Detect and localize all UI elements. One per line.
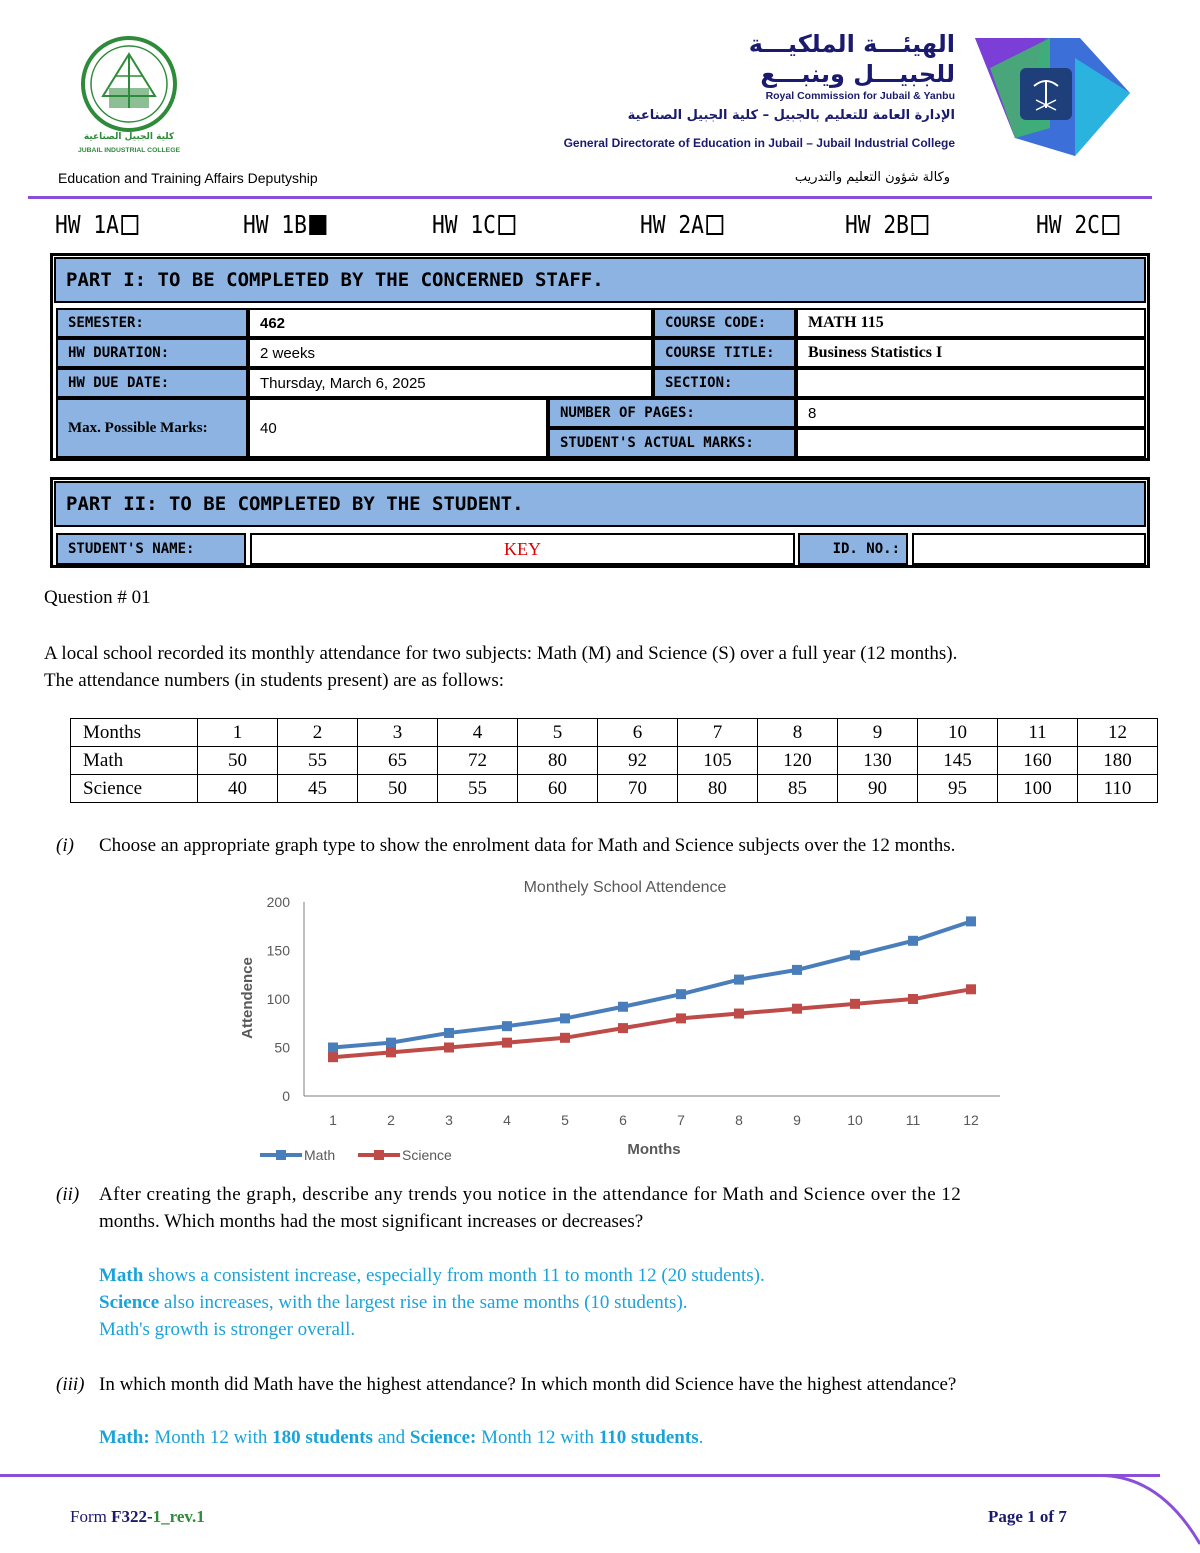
rc-english-name: Royal Commission for Jubail & Yanbu: [765, 90, 955, 102]
answer-ii-line3: Math's growth is stronger overall.: [99, 1319, 356, 1340]
y-tick-label: 0: [282, 1088, 290, 1104]
due-date-value: Thursday, March 6, 2025: [248, 368, 653, 398]
table-cell: 12: [1078, 719, 1158, 747]
directorate-english: General Directorate of Education in Jubail – Jubail Industrial College: [563, 136, 955, 150]
table-cell: 55: [438, 775, 518, 803]
science-data-point: [560, 1033, 570, 1043]
hw-option-2c[interactable]: [1036, 210, 1120, 239]
rc-arabic-line1: الهيئـــة الملكيـــة: [748, 30, 955, 58]
hw-checkbox-checked[interactable]: [310, 215, 327, 235]
x-tick-label: 6: [619, 1112, 627, 1128]
part-one-title: PART I: TO BE COMPLETED BY THE CONCERNED STAFF.: [54, 257, 1146, 303]
table-cell: Math: [71, 747, 198, 775]
hw-option-1b[interactable]: [243, 210, 327, 239]
answer-text: Month 12 with: [476, 1427, 599, 1448]
table-cell: 105: [678, 747, 758, 775]
table-cell: Months: [71, 719, 198, 747]
max-marks-value: 40: [248, 398, 548, 458]
table-cell: 145: [918, 747, 998, 775]
hw-option-2a[interactable]: [640, 210, 724, 239]
x-tick-label: 5: [561, 1112, 569, 1128]
science-data-point: [502, 1038, 512, 1048]
part-two-title: PART II: TO BE COMPLETED BY THE STUDENT.: [54, 481, 1146, 527]
deputyship-english: Education and Training Affairs Deputyship: [58, 170, 318, 186]
table-cell: 10: [918, 719, 998, 747]
part-ii-line2: months. Which months had the most significant increases or decreases?: [99, 1211, 644, 1232]
duration-label: HW DURATION:: [56, 338, 248, 368]
math-data-point: [792, 965, 802, 975]
science-data-point: [792, 1004, 802, 1014]
answer-ii-line2: [99, 1289, 688, 1316]
x-tick-label: 4: [503, 1112, 511, 1128]
part-one-table: [50, 253, 1150, 461]
part-iii-number: (iii): [56, 1374, 85, 1395]
footer-divider: [0, 1474, 1160, 1477]
answer-text: shows a consistent increase, especially from month 11 to month 12 (20 students).: [143, 1265, 765, 1286]
royal-commission-logo: [975, 38, 1135, 156]
id-label: ID. NO.:: [798, 533, 908, 565]
table-cell: 45: [278, 775, 358, 803]
answer-text: Month 12 with: [149, 1427, 273, 1448]
science-data-point: [328, 1052, 338, 1062]
table-cell: 40: [198, 775, 278, 803]
table-cell: 70: [598, 775, 678, 803]
id-value[interactable]: [912, 533, 1146, 565]
math-data-point: [386, 1038, 396, 1048]
hw-option-1c[interactable]: [432, 210, 516, 239]
table-cell: 7: [678, 719, 758, 747]
hw-option-1a[interactable]: [55, 210, 139, 239]
form-number: [70, 1507, 205, 1527]
question-intro-line2: The attendance numbers (in students present) are as follows:: [44, 670, 505, 691]
course-code-label: COURSE CODE:: [653, 308, 796, 338]
directorate-arabic: الإدارة العامة للتعليم بالجبيل – كلية الجبيل الصناعية: [627, 108, 955, 123]
table-row: [71, 775, 1158, 803]
hw-checkbox[interactable]: [499, 215, 516, 235]
science-data-point: [966, 984, 976, 994]
science-data-point: [386, 1047, 396, 1057]
actual-marks-label: STUDENT'S ACTUAL MARKS:: [548, 428, 796, 458]
duration-value: 2 weeks: [248, 338, 653, 368]
x-tick-label: 11: [905, 1112, 921, 1128]
y-tick-label: 50: [274, 1039, 290, 1056]
y-axis-label: Attendence: [239, 957, 256, 1039]
rc-arabic-line2: للجبيـــل وينبـــع: [760, 60, 955, 88]
student-name-value[interactable]: KEY: [250, 533, 795, 565]
science-data-point: [676, 1013, 686, 1023]
answer-emphasis: Science: [99, 1292, 160, 1313]
form-code: F322-: [111, 1507, 153, 1526]
table-cell: 6: [598, 719, 678, 747]
math-data-point: [618, 1002, 628, 1012]
table-cell: 95: [918, 775, 998, 803]
table-row: [71, 747, 1158, 775]
table-cell: Science: [71, 775, 198, 803]
chart-title: Monthely School Attendence: [523, 879, 727, 896]
answer-text: also increases, with the largest rise in the same months (10 students).: [159, 1292, 688, 1313]
max-marks-label: Max. Possible Marks:: [56, 398, 248, 458]
science-data-point: [850, 999, 860, 1009]
answer-emphasis: Math:: [99, 1427, 150, 1448]
science-data-point: [618, 1023, 628, 1033]
attendance-table: [70, 718, 1158, 803]
answer-emphasis: Math: [99, 1265, 144, 1286]
table-cell: 80: [518, 747, 598, 775]
x-tick-label: 10: [847, 1112, 863, 1128]
x-tick-label: 1: [329, 1112, 337, 1128]
science-data-point: [444, 1043, 454, 1053]
table-header-row: [71, 719, 1158, 747]
table-cell: 50: [358, 775, 438, 803]
part-i-number: (i): [56, 835, 74, 856]
table-cell: 3: [358, 719, 438, 747]
table-cell: 11: [998, 719, 1078, 747]
math-data-point: [502, 1021, 512, 1031]
hw-checkbox[interactable]: [1103, 215, 1120, 235]
hw-option-2b[interactable]: [845, 210, 929, 239]
pages-value: 8: [796, 398, 1146, 428]
y-tick-label: 100: [266, 991, 290, 1007]
table-cell: 65: [358, 747, 438, 775]
college-logo: [75, 36, 183, 156]
footer-curve: [1100, 1474, 1200, 1553]
math-data-point: [444, 1028, 454, 1038]
x-tick-label: 7: [677, 1112, 685, 1128]
math-data-point: [560, 1013, 570, 1023]
table-cell: 130: [838, 747, 918, 775]
hw-option-label: HW 2A: [640, 210, 704, 239]
semester-label: SEMESTER:: [56, 308, 248, 338]
part-two-table: [50, 477, 1150, 568]
question-intro-line1: A local school recorded its monthly attendance for two subjects: Math (M) and Science (S) over a full year (12 months).: [44, 643, 958, 664]
attendance-line-chart: [230, 868, 1020, 1168]
table-cell: 120: [758, 747, 838, 775]
table-cell: 2: [278, 719, 358, 747]
table-cell: 85: [758, 775, 838, 803]
table-cell: 5: [518, 719, 598, 747]
table-cell: 110: [1078, 775, 1158, 803]
section-label: SECTION:: [653, 368, 796, 398]
pages-label: NUMBER OF PAGES:: [548, 398, 796, 428]
header-divider: [28, 196, 1152, 199]
hw-checkbox[interactable]: [707, 215, 724, 235]
science-legend-label: Science: [402, 1147, 452, 1163]
form-revision: 1_rev.1: [152, 1507, 205, 1526]
x-tick-label: 2: [387, 1112, 395, 1128]
science-data-point: [908, 994, 918, 1004]
y-tick-label: 200: [266, 894, 290, 910]
table-cell: 180: [1078, 747, 1158, 775]
math-data-point: [908, 936, 918, 946]
student-name-label: STUDENT'S NAME:: [56, 533, 246, 565]
actual-marks-value[interactable]: [796, 428, 1146, 458]
hw-option-label: HW 2C: [1036, 210, 1100, 239]
due-date-label: HW DUE DATE:: [56, 368, 248, 398]
math-data-point: [328, 1043, 338, 1053]
answer-emphasis: 180 students: [272, 1427, 373, 1448]
table-cell: 160: [998, 747, 1078, 775]
svg-text:JUBAIL INDUSTRIAL COLLEGE: JUBAIL INDUSTRIAL COLLEGE: [77, 147, 181, 154]
math-legend-marker: [276, 1150, 286, 1160]
question-number: Question # 01: [44, 587, 151, 608]
form-prefix: Form: [70, 1507, 112, 1526]
answer-emphasis: Science:: [409, 1427, 477, 1448]
page-number: Page 1 of 7: [988, 1507, 1067, 1526]
part-ii-number: (ii): [56, 1184, 80, 1205]
science-legend-marker: [374, 1150, 384, 1160]
science-data-point: [734, 1009, 744, 1019]
table-cell: 55: [278, 747, 358, 775]
hw-option-label: HW 1C: [432, 210, 496, 239]
x-axis-label: Months: [627, 1141, 681, 1158]
x-tick-label: 12: [963, 1112, 979, 1128]
answer-iii: [99, 1424, 703, 1451]
part-ii-line1: After creating the graph, describe any trends you notice in the attendance for Math and Science over the 12: [99, 1184, 962, 1205]
section-value: [796, 368, 1146, 398]
part-i-text: Choose an appropriate graph type to show the enrolment data for Math and Science subjects over the 12 months.: [99, 835, 956, 856]
hw-option-label: HW 2B: [845, 210, 909, 239]
deputyship-arabic: وكالة شؤون التعليم والتدريب: [794, 170, 950, 185]
table-cell: 100: [998, 775, 1078, 803]
part-iii-text: In which month did Math have the highest attendance? In which month did Science have the highest attendance?: [99, 1374, 957, 1395]
math-data-point: [966, 916, 976, 926]
y-tick-label: 150: [266, 942, 290, 959]
x-tick-label: 8: [735, 1112, 743, 1128]
table-cell: 72: [438, 747, 518, 775]
table-cell: 9: [838, 719, 918, 747]
hw-checkbox[interactable]: [912, 215, 929, 235]
semester-value: 462: [248, 308, 653, 338]
hw-option-label: HW 1A: [55, 210, 119, 239]
math-series-line: [333, 921, 971, 1047]
math-data-point: [676, 989, 686, 999]
course-title-label: COURSE TITLE:: [653, 338, 796, 368]
table-cell: 1: [198, 719, 278, 747]
svg-text:كلية الجبيل الصناعية: كلية الجبيل الصناعية: [83, 132, 175, 142]
table-cell: 80: [678, 775, 758, 803]
math-data-point: [850, 950, 860, 960]
answer-emphasis: 110 students: [598, 1427, 699, 1448]
x-tick-label: 3: [445, 1112, 453, 1128]
table-cell: 4: [438, 719, 518, 747]
answer-text: and: [372, 1427, 410, 1448]
hw-checkbox[interactable]: [122, 215, 139, 235]
course-title-value: Business Statistics I: [796, 338, 1146, 368]
table-cell: 60: [518, 775, 598, 803]
math-data-point: [734, 975, 744, 985]
math-legend-label: Math: [304, 1147, 336, 1163]
answer-ii-line1: [99, 1262, 765, 1289]
table-cell: 90: [838, 775, 918, 803]
table-cell: 8: [758, 719, 838, 747]
course-code-value: MATH 115: [796, 308, 1146, 338]
hw-option-label: HW 1B: [243, 210, 307, 239]
x-tick-label: 9: [793, 1112, 801, 1128]
table-cell: 92: [598, 747, 678, 775]
table-cell: 50: [198, 747, 278, 775]
answer-text: .: [698, 1427, 704, 1448]
